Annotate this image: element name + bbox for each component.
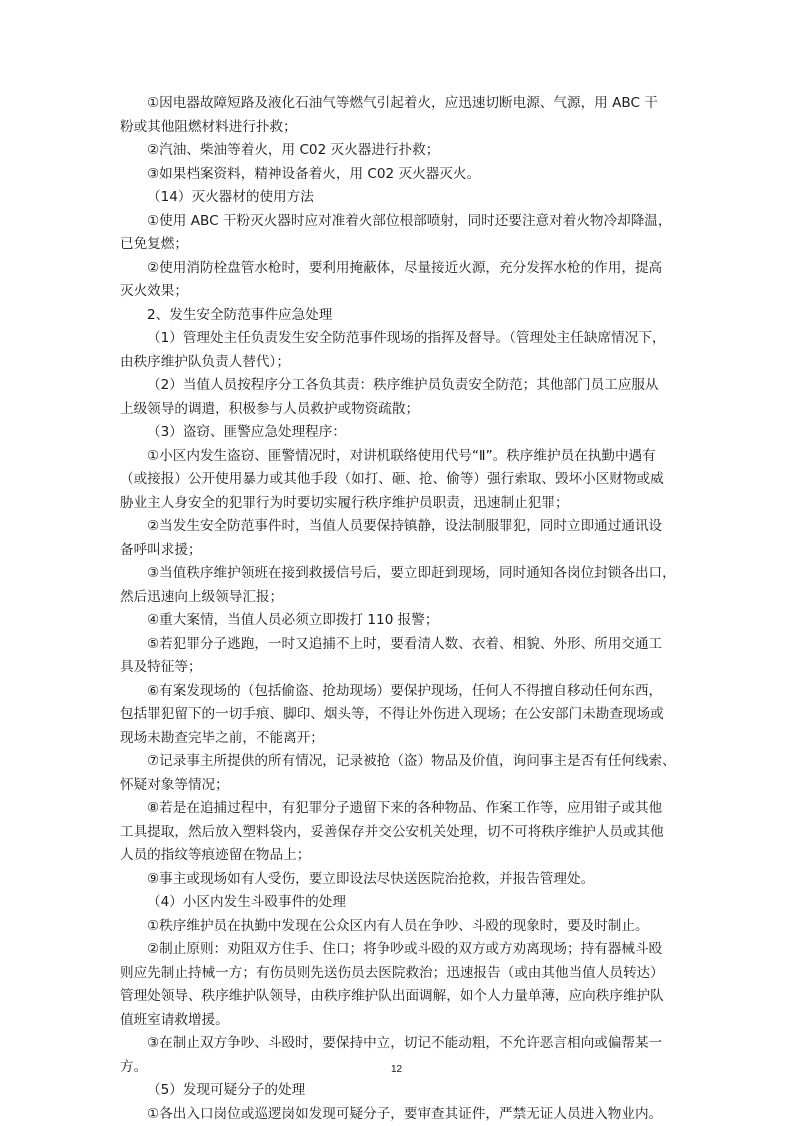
text-line: （3）盗窃、匪警应急处理程序： bbox=[120, 421, 676, 445]
text-line: 由秩序维护队负责人替代）； bbox=[120, 351, 676, 375]
text-line: ①使用 ABC 干粉灭火器时应对准着火部位根部喷射，同时还要注意对着火物冷却降温， bbox=[120, 210, 676, 234]
text-line: ⑦记录事主所提供的所有情况，记录被抢（盗）物品及价值，询问事主是否有任何线索、 bbox=[120, 750, 676, 774]
text-line: ①各出入口岗位或巡逻岗如发现可疑分子，要审查其证件，严禁无证人员进入物业内。 bbox=[120, 1103, 676, 1126]
text-line: ②汽油、柴油等着火，用 C02 灭火器进行扑救； bbox=[120, 139, 676, 163]
text-line: （1）管理处主任负责发生安全防范事件现场的指挥及督导。（管理处主任缺席情况下， bbox=[120, 327, 676, 351]
text-line: ①小区内发生盗窃、匪警情况时，对讲机联络使用代号“Ⅱ”。秩序维护员在执勤中遇有 bbox=[120, 445, 676, 469]
text-line: ③如果档案资料，精神设备着火，用 C02 灭火器灭火。 bbox=[120, 163, 676, 187]
text-line: （或接报）公开使用暴力或其他手段（如打、砸、抢、偷等）强行索取、毁坏小区财物或威 bbox=[120, 468, 676, 492]
text-line: ③在制止双方争吵、斗殴时，要保持中立，切记不能动粗，不允许恶言相向或偏帮某一 bbox=[120, 1032, 676, 1056]
text-line: 粉或其他阻燃材料进行扑救； bbox=[120, 116, 676, 140]
text-line: 已免复燃； bbox=[120, 233, 676, 257]
text-line: 备呼叫求援； bbox=[120, 539, 676, 563]
text-line: 然后迅速向上级领导汇报； bbox=[120, 586, 676, 610]
text-line: （5）发现可疑分子的处理 bbox=[120, 1079, 676, 1103]
text-line: ③当值秩序维护领班在接到救援信号后，要立即赶到现场，同时通知各岗位封锁各出口， bbox=[120, 562, 676, 586]
text-line: 管理处领导、秩序维护队领导，由秩序维护队出面调解，如个人力量单薄，应向秩序维护队 bbox=[120, 985, 676, 1009]
text-line: 胁业主人身安全的犯罪行为时要切实履行秩序维护员职责，迅速制止犯罪； bbox=[120, 492, 676, 516]
text-line: 人员的指纹等痕迹留在物品上； bbox=[120, 844, 676, 868]
text-line: 方。 bbox=[120, 1056, 676, 1080]
text-line: 怀疑对象等情况； bbox=[120, 774, 676, 798]
page-number: 12 bbox=[0, 1064, 793, 1075]
text-line: 具及特征等； bbox=[120, 656, 676, 680]
text-line: ⑤若犯罪分子逃跑，一时又追捕不上时，要看清人数、衣着、相貌、外形、所用交通工 bbox=[120, 633, 676, 657]
text-line: 2、发生安全防范事件应急处理 bbox=[120, 304, 676, 328]
text-line: 包括罪犯留下的一切手痕、脚印、烟头等，不得让外伤进入现场；在公安部门未勘查现场或 bbox=[120, 703, 676, 727]
text-line: 上级领导的调遣，积极参与人员救护或物资疏散； bbox=[120, 398, 676, 422]
text-line: ②当发生安全防范事件时，当值人员要保持镇静，设法制服罪犯，同时立即通过通讯设 bbox=[120, 515, 676, 539]
text-line: 现场未勘查完毕之前，不能离开； bbox=[120, 727, 676, 751]
text-line: 则应先制止持械一方；有伤员则先送伤员去医院救治；迅速报告（或由其他当值人员转达） bbox=[120, 962, 676, 986]
text-line: ⑥有案发现场的（包括偷盗、抢劫现场）要保护现场，任何人不得擅自移动任何东西， bbox=[120, 680, 676, 704]
text-line: ⑧若是在追捕过程中，有犯罪分子遗留下来的各种物品、作案工作等，应用钳子或其他 bbox=[120, 797, 676, 821]
text-line: ①因电器故障短路及液化石油气等燃气引起着火，应迅速切断电源、气源，用 ABC 干 bbox=[120, 92, 676, 116]
text-line: ①秩序维护员在执勤中发现在公众区内有人员在争吵、斗殴的现象时，要及时制止。 bbox=[120, 915, 676, 939]
text-line: ④重大案情，当值人员必须立即拨打 110 报警； bbox=[120, 609, 676, 633]
text-line: 灭火效果； bbox=[120, 280, 676, 304]
text-line: （4）小区内发生斗殴事件的处理 bbox=[120, 891, 676, 915]
text-line: ②制止原则：劝阻双方住手、住口；将争吵或斗殴的双方或方劝离现场；持有器械斗殴 bbox=[120, 938, 676, 962]
text-line: ②使用消防栓盘管水枪时，要利用掩蔽体，尽量接近火源，充分发挥水枪的作用，提高 bbox=[120, 257, 676, 281]
document-body bbox=[120, 92, 676, 1126]
text-line: ⑨事主或现场如有人受伤，要立即设法尽快送医院治抢救，并报告管理处。 bbox=[120, 868, 676, 892]
text-line: （2）当值人员按程序分工各负其责：秩序维护员负责安全防范；其他部门员工应服从 bbox=[120, 374, 676, 398]
text-line: （14）灭火器材的使用方法 bbox=[120, 186, 676, 210]
text-line: 工具提取，然后放入塑料袋内，妥善保存并交公安机关处理，切不可将秩序维护人员或其他 bbox=[120, 821, 676, 845]
text-line: 值班室请救增援。 bbox=[120, 1009, 676, 1033]
